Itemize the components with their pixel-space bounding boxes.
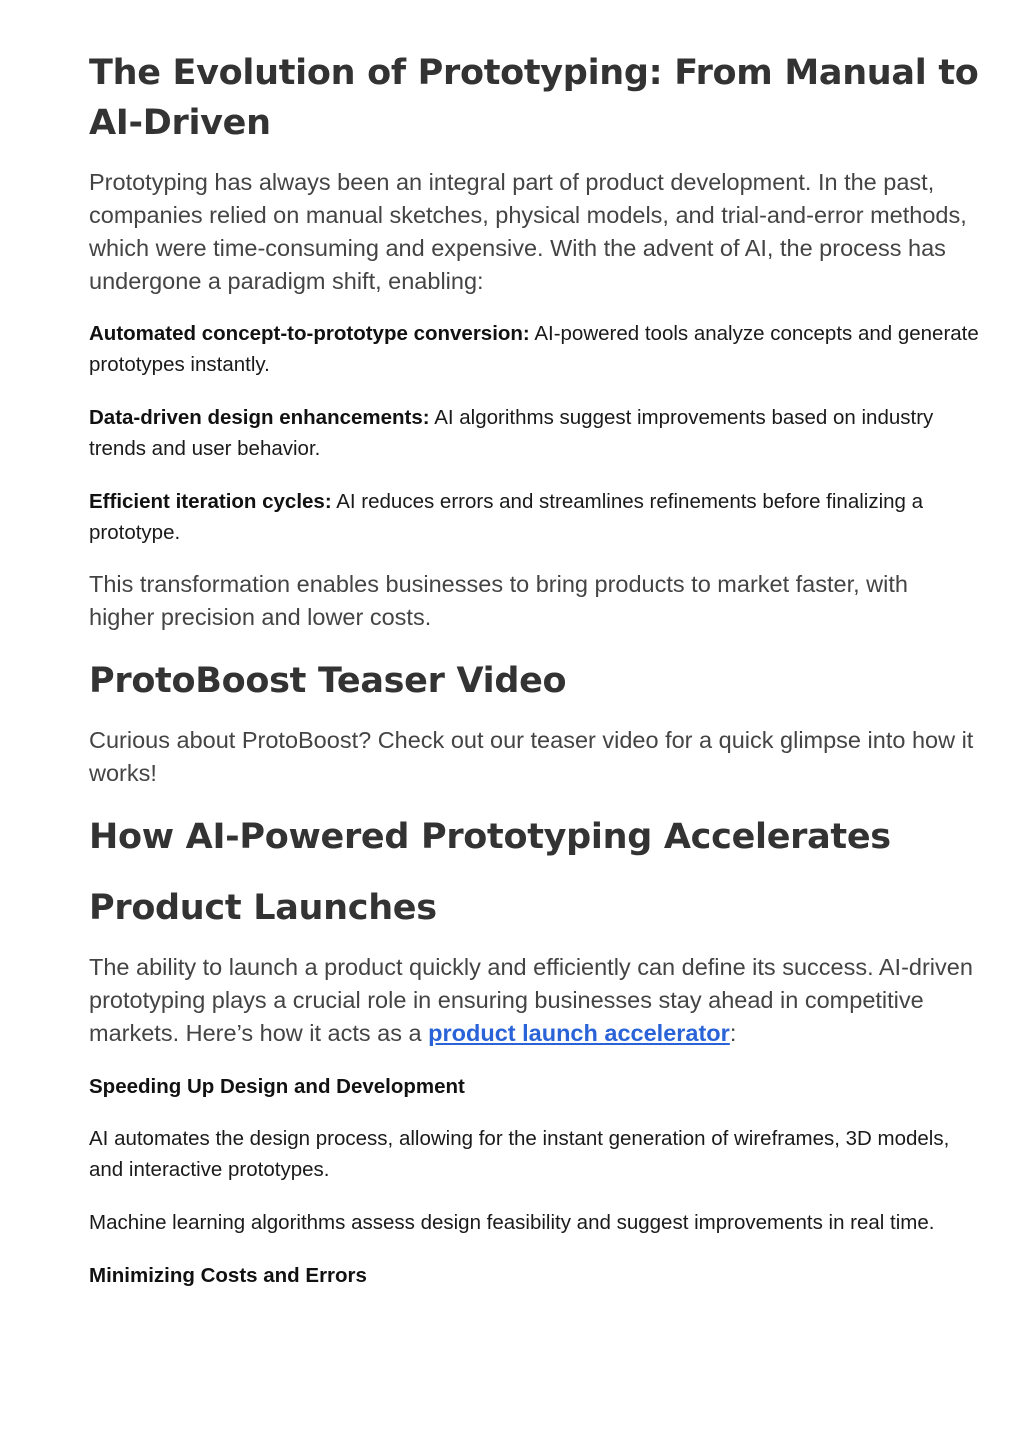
list-item bbox=[89, 318, 979, 380]
section-title-evolution: The Evolution of Prototyping: From Manual to AI-Driven bbox=[89, 53, 979, 143]
evolution-outro: This transformation enables businesses to bring products to market faster, with higher precision and lower costs. bbox=[89, 571, 908, 630]
speeding-up-paragraph-2: Machine learning algorithms assess design feasibility and suggest improvements in real time. bbox=[89, 1211, 935, 1234]
section-title-accelerates: How AI-Powered Prototyping Accelerates bbox=[89, 817, 891, 857]
item-term: Automated concept-to-prototype conversion: bbox=[89, 322, 530, 345]
evolution-intro: Prototyping has always been an integral part of product development. In the past, companies relied on manual sketches, physical models, and trial-and-error methods, which were time-consuming and expensive. With the advent of AI, the process has undergone a paradigm shift, enabling: bbox=[89, 169, 967, 294]
item-text: AI algorithms suggest improvements based on industry trends and user behavior. bbox=[89, 406, 934, 460]
item-term: Efficient iteration cycles: bbox=[89, 490, 332, 513]
product-launch-accelerator-link[interactable]: product launch accelerator bbox=[428, 1020, 730, 1046]
article-content bbox=[89, 48, 979, 1291]
list-item bbox=[89, 402, 979, 464]
subheading-minimizing-costs: Minimizing Costs and Errors bbox=[89, 1264, 367, 1287]
section-title-teaser: ProtoBoost Teaser Video bbox=[89, 661, 567, 701]
speeding-up-paragraph-1: AI automates the design process, allowing for the instant generation of wireframes, 3D models, and interactive prototypes. bbox=[89, 1127, 950, 1181]
teaser-text: Curious about ProtoBoost? Check out our teaser video for a quick glimpse into how it works! bbox=[89, 727, 974, 786]
section-title-accelerates-line2: Product Launches bbox=[89, 888, 437, 928]
intro-end: : bbox=[729, 1020, 737, 1046]
subheading-speeding-up: Speeding Up Design and Development bbox=[89, 1075, 465, 1098]
item-term: Data-driven design enhancements: bbox=[89, 406, 430, 429]
item-text: AI-powered tools analyze concepts and generate prototypes instantly. bbox=[89, 322, 979, 376]
accelerates-intro bbox=[89, 951, 979, 1050]
item-text: AI reduces errors and streamlines refinements before finalizing a prototype. bbox=[89, 490, 924, 544]
intro-text: The ability to launch a product quickly and efficiently can define its success. AI-driven prototyping plays a crucial role in ensuring businesses stay ahead in competitive markets. Here’s how it acts as a bbox=[89, 954, 973, 1046]
list-item bbox=[89, 486, 979, 548]
